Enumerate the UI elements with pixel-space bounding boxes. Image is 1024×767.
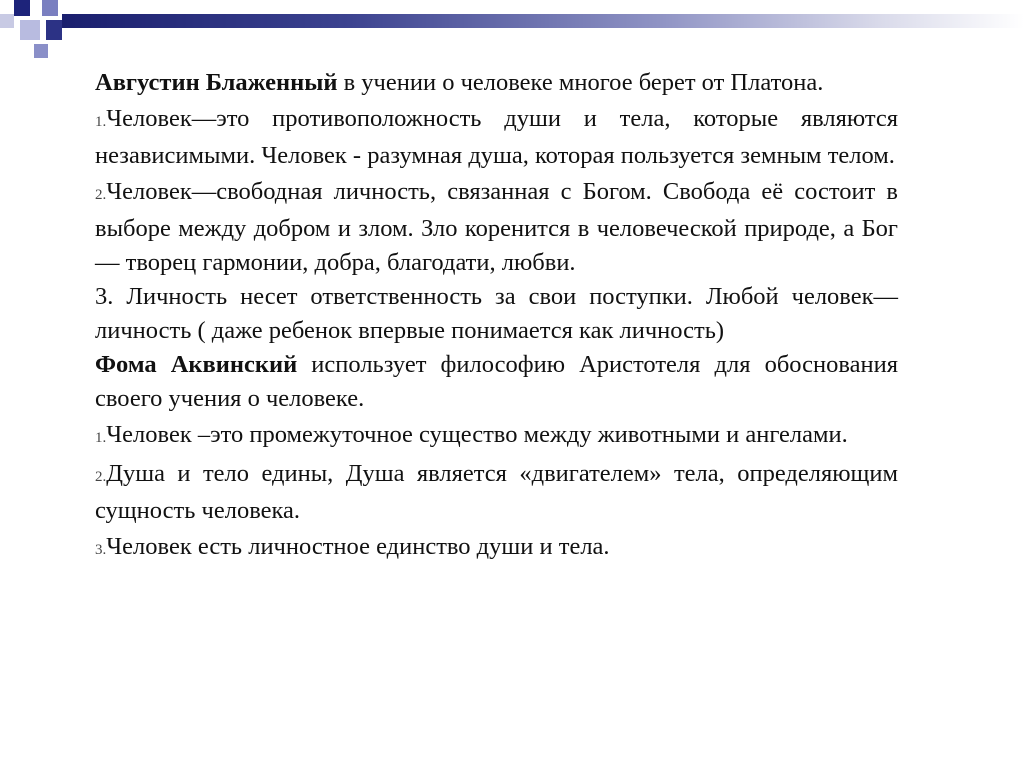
paragraph-text: использует философию Аристотеля для обоснования своего учения о человеке. (95, 351, 899, 412)
decor-square (14, 0, 30, 16)
paragraph-text: в учении о человеке многое берет от Платона. (337, 69, 824, 96)
name-augustine: Августин Блаженный (95, 69, 338, 96)
header-decoration (0, 0, 1024, 60)
paragraph-augustine-1 (95, 102, 898, 173)
paragraph-augustine-3 (95, 280, 898, 348)
list-number: 1. (95, 430, 107, 446)
paragraph-augustine-intro (95, 66, 898, 100)
list-number: 1. (95, 114, 107, 130)
header-gradient-bar (62, 14, 1024, 28)
paragraph-augustine-2 (95, 175, 898, 280)
decor-square (46, 20, 62, 40)
paragraph-text: 3. Личность несет ответственность за свои поступки. Любой человек— личность ( даже ребенок впервые понимается как личность) (95, 283, 898, 344)
paragraph-aquinas-1 (95, 418, 898, 455)
list-number: 2. (95, 187, 107, 203)
paragraph-text: Человек есть личностное единство души и тела. (106, 533, 610, 560)
decor-square (34, 44, 48, 58)
paragraph-text: Человек –это промежуточное существо между животными и ангелами. (106, 421, 848, 448)
list-number: 2. (95, 469, 107, 485)
name-aquinas: Фома Аквинский (95, 351, 298, 378)
paragraph-text: Человек—это противоположность души и тела, которые являются независимыми. Человек - разумная душа, которая пользуется земным телом. (95, 105, 898, 169)
paragraph-text: Душа и тело едины, Душа является «двигателем» тела, определяющим сущность человека. (95, 460, 898, 524)
slide-text (95, 66, 898, 567)
list-number: 3. (95, 542, 107, 558)
paragraph-aquinas-2 (95, 457, 898, 528)
decor-square (42, 0, 58, 16)
paragraph-aquinas-3 (95, 530, 898, 567)
decor-square (20, 20, 40, 40)
decor-square (0, 14, 14, 28)
paragraph-text: Человек—свободная личность, связанная с Богом. Свобода её состоит в выборе между добром и злом. Зло коренится в человеческой природе, а Бог— творец гармонии, добра, благодати, любви. (95, 178, 898, 276)
paragraph-aquinas-intro (95, 348, 898, 416)
